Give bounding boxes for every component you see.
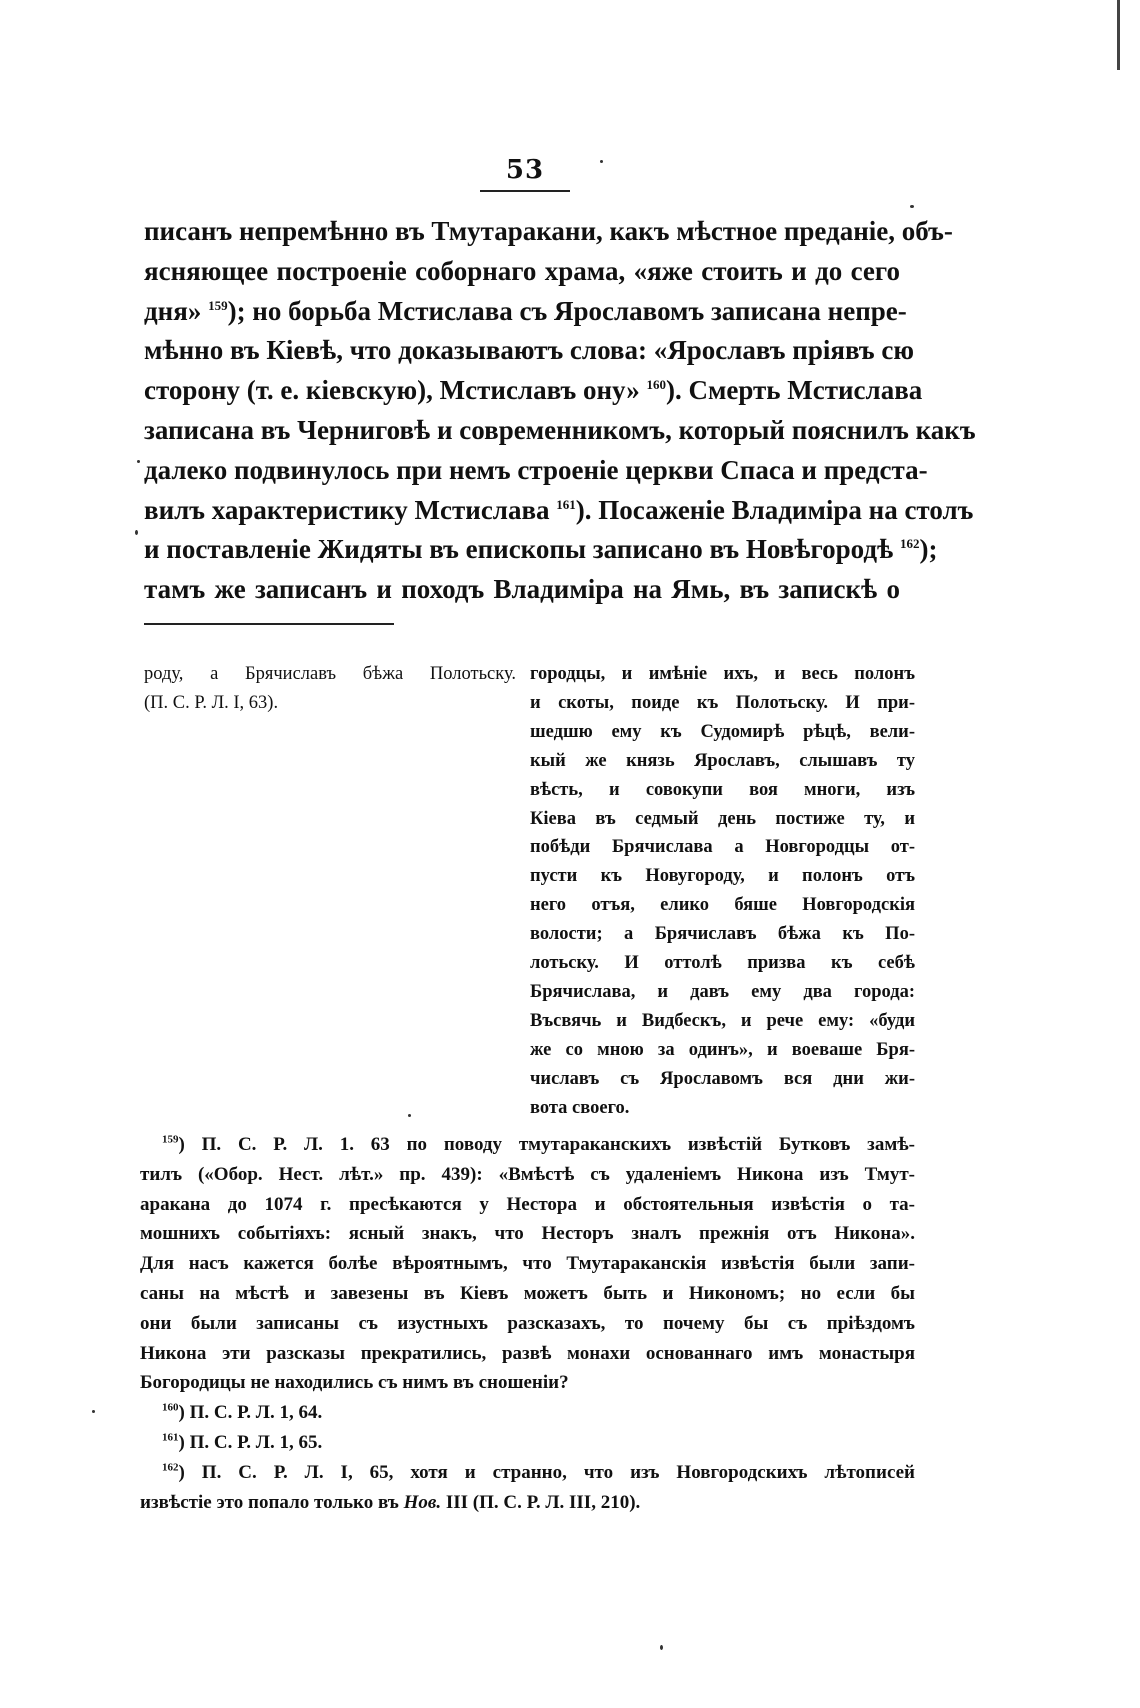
left-column-note <box>144 660 516 718</box>
right-note-line: и скоты, поиде къ Полотьску. И при- <box>530 692 915 713</box>
footnote-text-italic: Нов. <box>403 1491 442 1513</box>
footnote-ref: 162 <box>899 536 920 552</box>
right-note-line: побѣди Брячислава а Новгородцы от- <box>530 837 915 858</box>
print-speck <box>660 1645 663 1650</box>
left-note-line: (П. С. Р. Л. I, 63). <box>144 693 279 713</box>
footnote-line: тилъ («Обор. Нест. лѣт.» пр. 439): «Вмѣстѣ съ удаленіемъ Никона изъ Тмут- <box>140 1163 915 1185</box>
footnote-line <box>140 1488 915 1518</box>
main-line <box>144 371 923 411</box>
right-note-line: же со мною за одинъ», и воеваше Бря- <box>530 1039 915 1060</box>
main-line-part: ). Посаженіе Владиміра на столъ <box>575 494 974 525</box>
footnote-ref: 159 <box>208 297 228 313</box>
page-number: 53 <box>505 155 545 185</box>
main-line: записана въ Черниговѣ и современникомъ, который пояснилъ какъ <box>144 414 976 445</box>
footnote-text: ) П. С. Р. Л. I, 65, хотя и странно, что изъ Новгородскихъ лѣтописей <box>178 1461 915 1483</box>
right-note-line: пусти къ Новугороду, и полонъ отъ <box>530 866 915 887</box>
print-speck <box>600 160 603 163</box>
right-note-line: Брячислава, и давъ ему два города: <box>530 981 915 1002</box>
footnote-line: аракана до 1074 г. пресѣкаются у Нестора и обстоятельныя извѣстія о та- <box>140 1193 915 1215</box>
right-note-line: Въсвячь и Видбескъ, и рече ему: «буди <box>530 1010 915 1031</box>
print-speck <box>408 1114 411 1117</box>
main-text <box>144 212 976 610</box>
right-note-line: кый же князь Ярославъ, слышавъ ту <box>530 750 915 771</box>
footnote-line: Для насъ кажется болѣе вѣроятнымъ, что Тмутараканскія извѣстія были запи- <box>140 1253 915 1275</box>
footnote-mark: 162 <box>162 1461 179 1474</box>
main-line: далеко подвинулось при немъ строеніе церкви Спаса и предста- <box>144 454 928 485</box>
page-edge-mark <box>1117 0 1120 70</box>
main-line <box>144 491 974 531</box>
footnote-ref: 161 <box>556 496 576 512</box>
right-column-note <box>530 660 915 1123</box>
right-note-line: Кіева въ седмый день постиже ту, и <box>530 808 915 829</box>
right-note-line: волости; а Брячиславъ бѣжа къ По- <box>530 924 915 945</box>
footnote-mark: 159 <box>162 1133 179 1146</box>
right-note-line: шедшю ему къ Судомирѣ рѣцѣ, вели- <box>530 721 915 742</box>
main-line-part: вилъ характеристику Мстислава <box>144 494 550 525</box>
right-note-line: вѣсть, и совокупи воя многи, изъ <box>530 779 915 800</box>
print-speck <box>910 205 914 208</box>
main-line: тамъ же записанъ и походъ Владиміра на Ямь, въ запискѣ о <box>144 574 900 605</box>
main-line-part: сторону (т. е. кіевскую), Мстиславъ ону» <box>144 375 640 406</box>
footnote-159 <box>140 1130 915 1160</box>
main-line: писанъ непремѣнно въ Тмутаракани, какъ мѣстное преданіе, объ- <box>144 216 953 246</box>
right-note-line: городцы, и имѣніе ихъ, и весь полонъ <box>530 664 915 684</box>
main-line: ясняющее построеніе соборнаго храма, «яже стоить и до сего <box>144 255 900 286</box>
main-line: мѣнно въ Кіевѣ, что доказываютъ слова: «Ярославъ пріявъ сю <box>144 335 914 366</box>
print-speck <box>137 460 140 463</box>
main-line-part: ); <box>919 534 938 565</box>
footnote-160 <box>140 1398 915 1428</box>
footnote-line: саны на мѣстѣ и завезены въ Кіевъ можетъ быть и Никономъ; но если бы <box>140 1282 915 1304</box>
page-number-rule <box>480 190 570 192</box>
footnote-text: ) П. С. Р. Л. 1, 64. <box>178 1402 323 1424</box>
main-line-part: и поставленіе Жидяты въ епископы записано въ Новѣгородѣ <box>144 534 894 565</box>
right-note-line: лотьску. И оттолѣ призва къ себѣ <box>530 953 915 974</box>
footnotes <box>140 1130 915 1517</box>
footnote-line: они были записаны съ изустныхъ разсказахъ, то почему бы съ пріѣздомъ <box>140 1312 915 1334</box>
main-line <box>144 530 938 570</box>
main-line-part: ); но борьба Мстислава съ Ярославомъ записана непре- <box>227 295 907 326</box>
print-speck <box>92 1410 95 1413</box>
print-speck <box>135 530 138 535</box>
right-note-line: него отъя, елико бяше Новгородскія <box>530 895 915 916</box>
footnote-line: мошнихъ событіяхъ: ясный знакъ, что Несторъ зналъ прежнія отъ Никона». <box>140 1223 915 1245</box>
footnote-line: Богородицы не находились съ нимъ въ сношеніи? <box>140 1372 569 1394</box>
footnote-ref: 160 <box>646 377 666 393</box>
footnote-text: ) П. С. Р. Л. 1, 65. <box>178 1431 323 1453</box>
footnote-mark: 160 <box>162 1401 179 1414</box>
main-line-part: ). Смерть Мстислава <box>665 375 923 406</box>
left-note-line: роду, а Брячиславъ бѣжа Полотьску. <box>144 664 516 684</box>
main-line <box>144 292 907 332</box>
main-line-part: дня» <box>144 295 202 326</box>
right-note-line: вота своего. <box>530 1097 630 1118</box>
footnote-161 <box>140 1428 915 1458</box>
footnote-mark: 161 <box>162 1431 179 1444</box>
footnote-text: извѣстіе это попало только въ <box>140 1491 404 1513</box>
footnote-line: Никона эти разсказы прекратились, развѣ монахи основаннаго имъ монастыря <box>140 1342 915 1364</box>
footnote-text: ) П. С. Р. Л. 1. 63 по поводу тмутараканскихъ извѣстій Бутковъ замѣ- <box>178 1134 915 1155</box>
footnote-text: III (П. С. Р. Л. III, 210). <box>441 1491 641 1513</box>
right-note-line: числавъ съ Ярославомъ вся дни жи- <box>530 1068 915 1089</box>
footnote-162 <box>140 1458 915 1488</box>
footnote-separator <box>144 623 394 625</box>
